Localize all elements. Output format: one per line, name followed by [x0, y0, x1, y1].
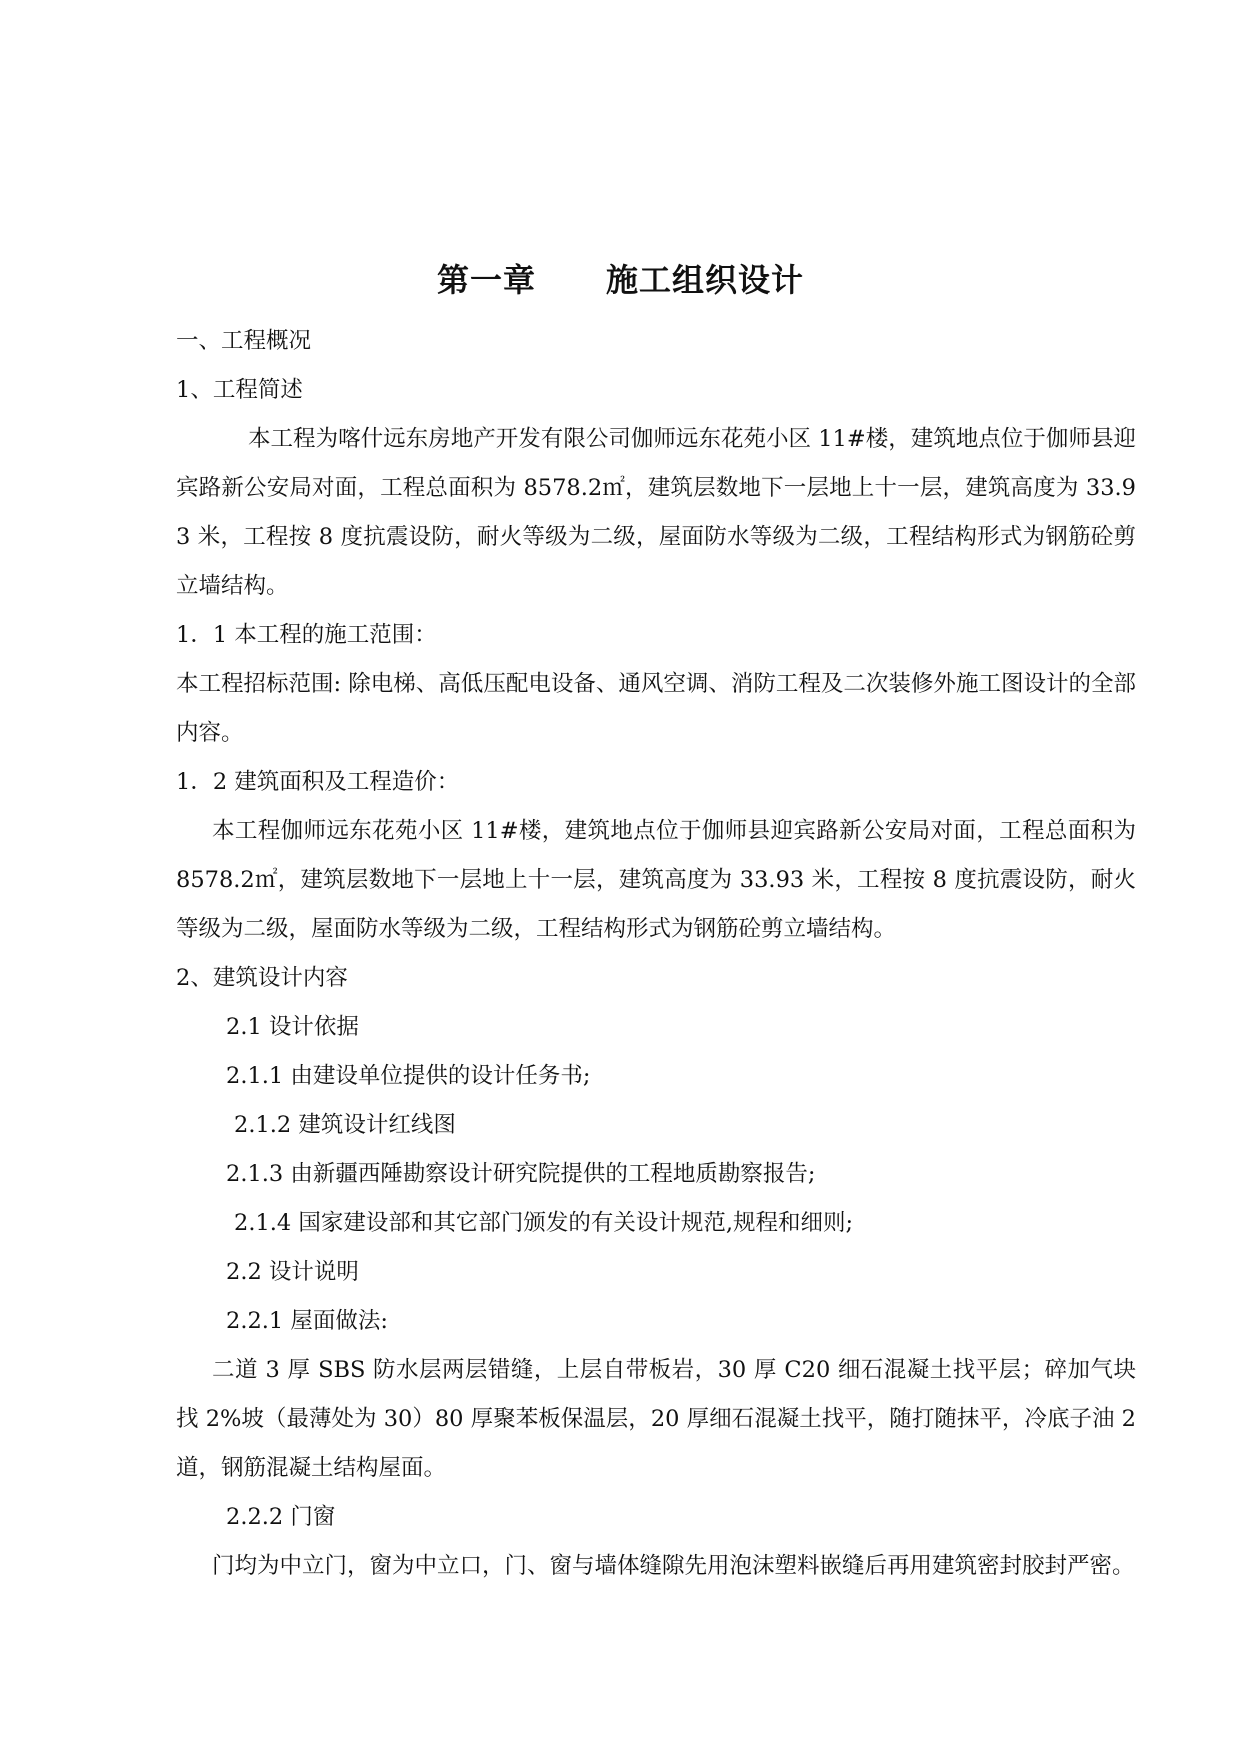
- list-item: 2.2.2 门窗: [226, 1504, 336, 1530]
- list-item: 2.1.4 国家建设部和其它部门颁发的有关设计规范,规程和细则;: [234, 1210, 854, 1236]
- list-item: 2.2 设计说明: [226, 1259, 359, 1285]
- subsection-heading: 1．1 本工程的施工范围：: [176, 622, 437, 648]
- body-paragraph: 本工程招标范围: 除电梯、高低压配电设备、通风空调、消防工程及二次装修外施工图设计的全部内容。: [176, 671, 1136, 746]
- list-item: 2.1 设计依据: [226, 1014, 359, 1040]
- list-item: 2.1.3 由新疆西陲勘察设计研究院提供的工程地质勘察报告;: [226, 1161, 816, 1187]
- section-heading: 一、工程概况: [176, 328, 312, 354]
- chapter-name: 施工组织设计: [606, 261, 805, 299]
- subsection-heading: 1．2 建筑面积及工程造价：: [176, 769, 460, 795]
- subsection-heading: 2、建筑设计内容: [176, 965, 348, 991]
- body-paragraph: 门均为中立门，窗为中立口，门、窗与墙体缝隙先用泡沫塑料嵌缝后再用建筑密封胶封严密。: [212, 1553, 1135, 1579]
- body-paragraph: 本工程伽师远东花苑小区 11#楼，建筑地点位于伽师县迎宾路新公安局对面，工程总面积为 8578.2㎡，建筑层数地下一层地上十一层，建筑高度为 33.93 米，工程按 8 度抗震设防，耐火等级为二级，屋面防水等级为二级，工程结构形式为钢筋砼剪立墙结构。: [176, 818, 1136, 942]
- document-body: [176, 317, 1136, 1591]
- list-item: 2.1.2 建筑设计红线图: [234, 1112, 456, 1138]
- list-item: 2.2.1 屋面做法:: [226, 1308, 388, 1334]
- chapter-title: [0, 257, 1241, 303]
- chapter-number: 第一章: [436, 261, 536, 299]
- body-paragraph: 二道 3 厚 SBS 防水层两层错缝，上层自带板岩，30 厚 C20 细石混凝土找平层；碎加气块找 2%坡（最薄处为 30）80 厚聚苯板保温层，20 厚细石混凝土找平，随打随抹平，冷底子油 2 道，钢筋混凝土结构屋面。: [176, 1357, 1136, 1481]
- list-item: 2.1.1 由建设单位提供的设计任务书;: [226, 1063, 591, 1089]
- subsection-heading: 1、工程简述: [176, 377, 303, 403]
- body-paragraph: 本工程为喀什远东房地产开发有限公司伽师远东花苑小区 11#楼，建筑地点位于伽师县迎宾路新公安局对面，工程总面积为 8578.2㎡，建筑层数地下一层地上十一层，建筑高度为 33.93 米，工程按 8 度抗震设防，耐火等级为二级，屋面防水等级为二级，工程结构形式为钢筋砼剪立墙结构。: [176, 426, 1136, 599]
